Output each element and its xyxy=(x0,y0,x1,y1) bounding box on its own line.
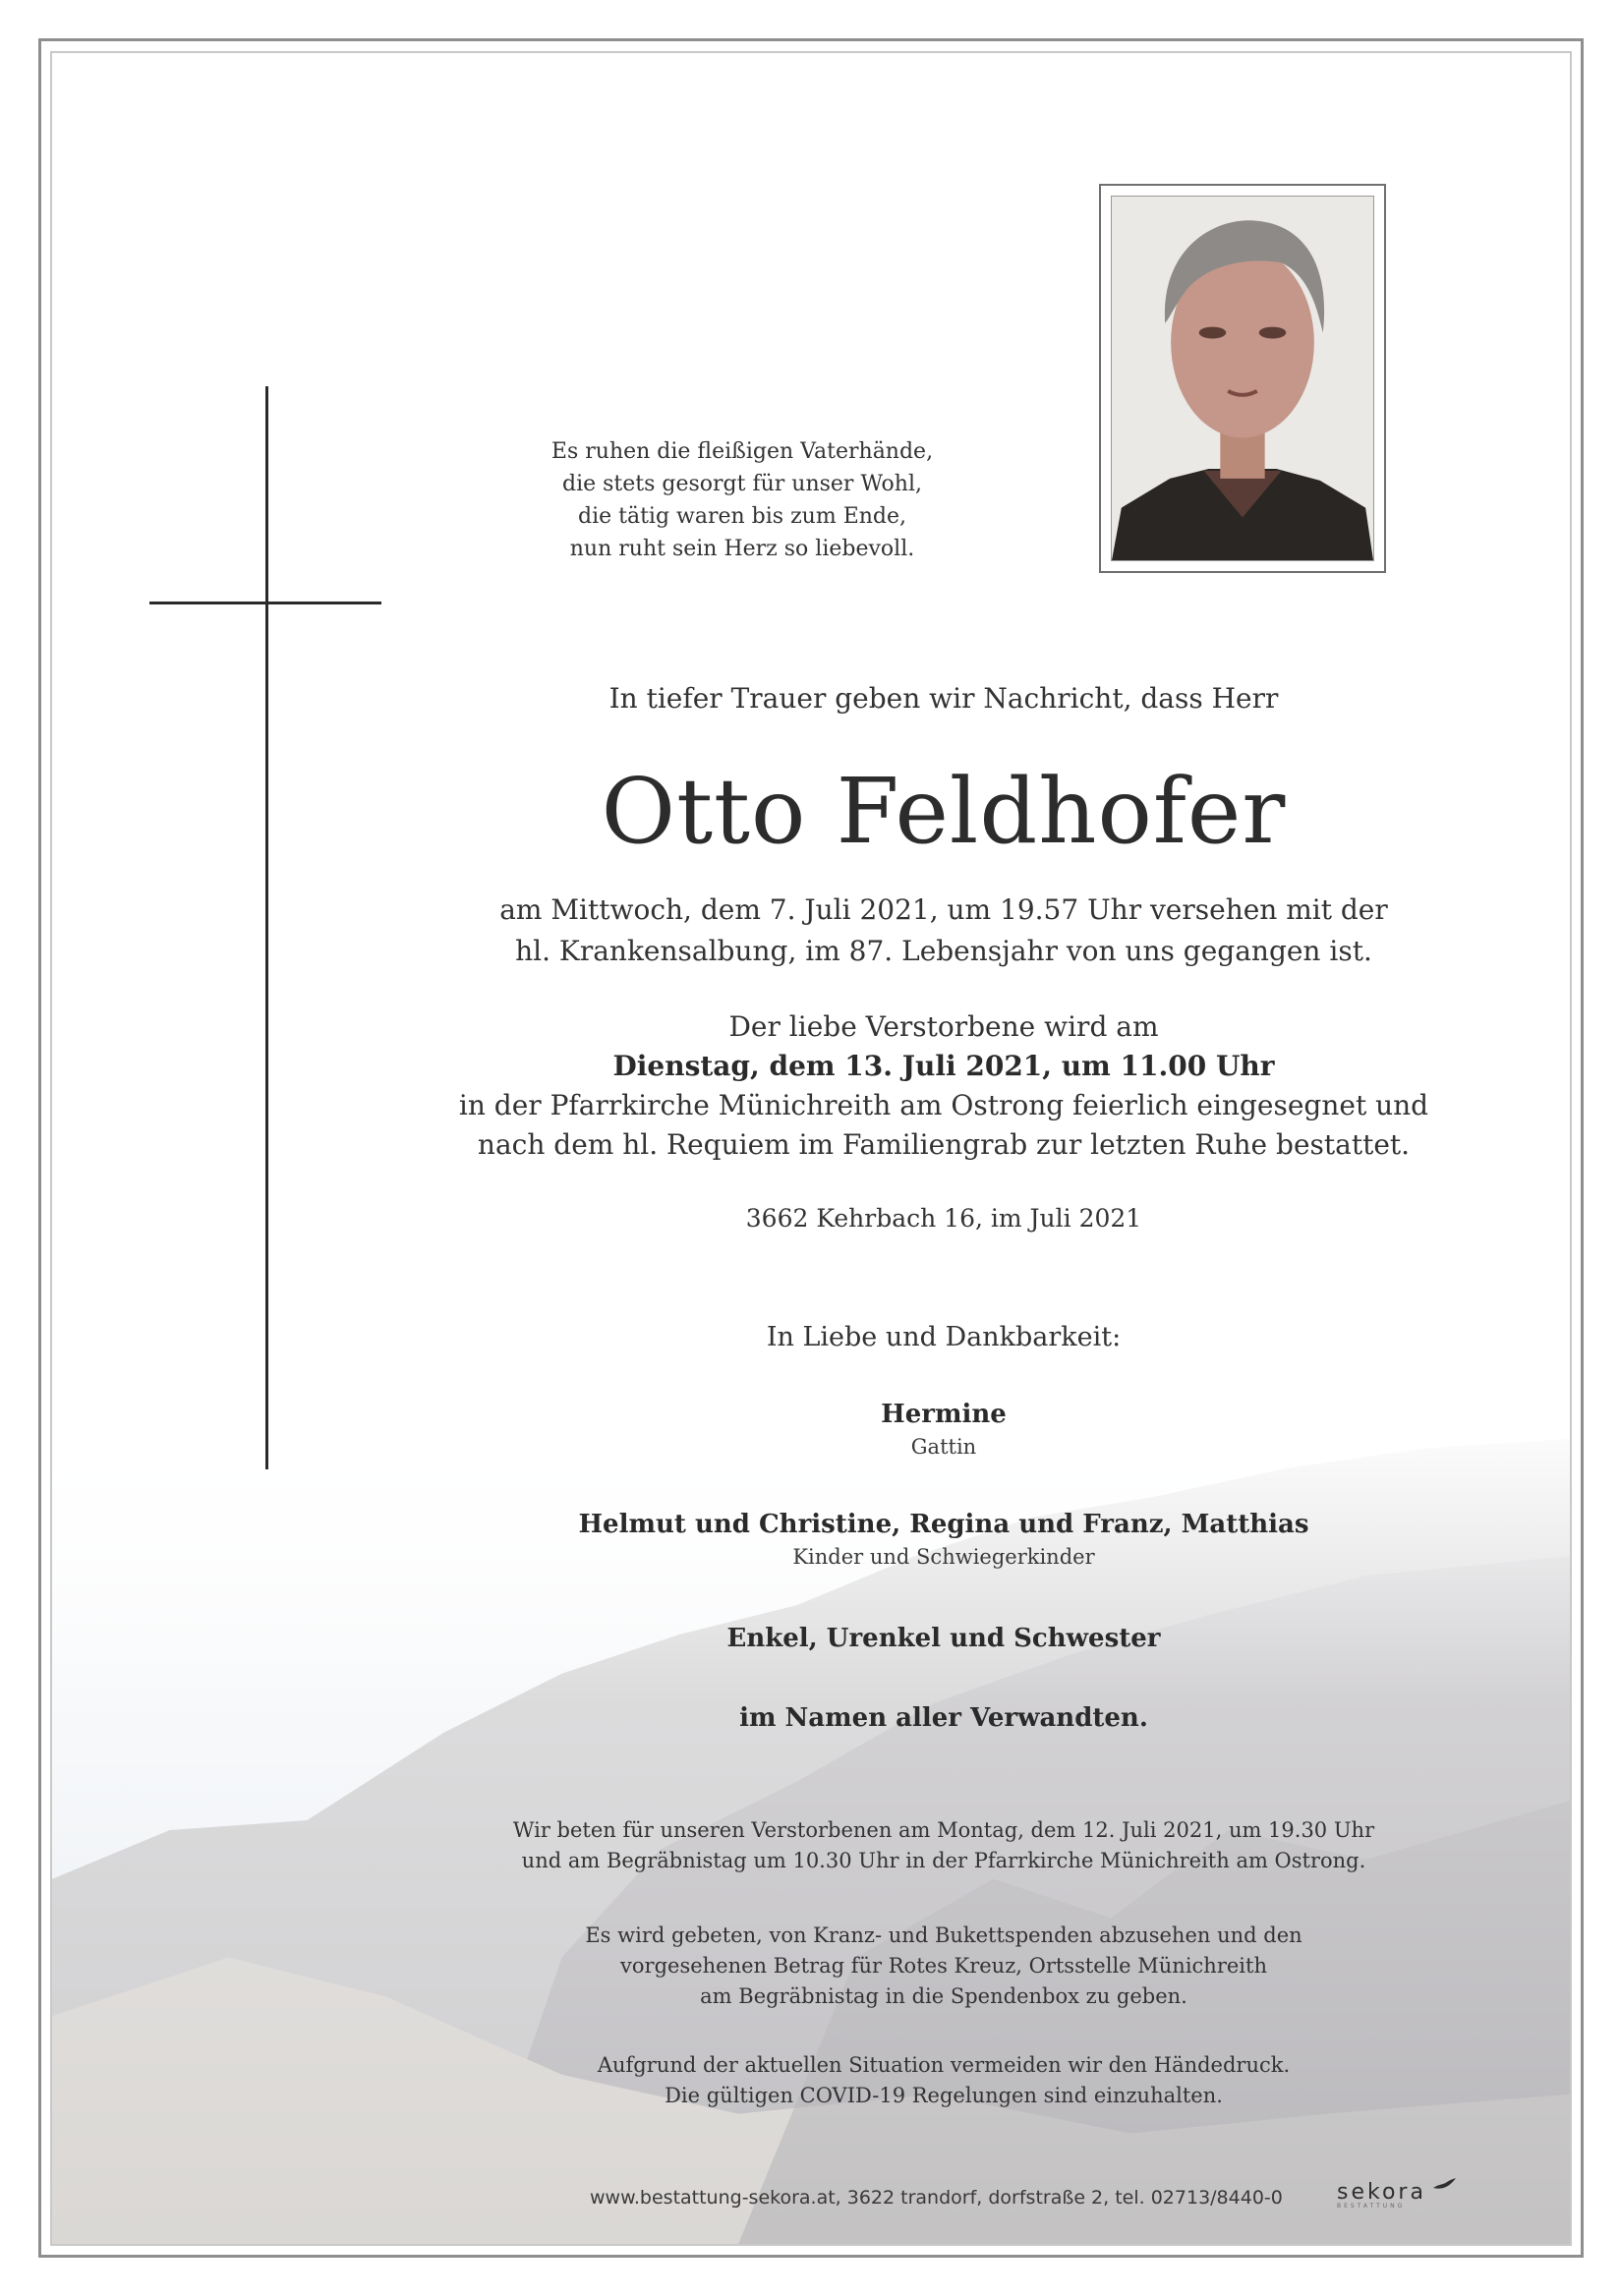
funeral-line: Der liebe Verstorbene wird am xyxy=(728,1010,1159,1043)
passing-line: am Mittwoch, dem 7. Juli 2021, um 19.57 Uhr versehen mit der xyxy=(499,893,1388,926)
note-line: Es wird gebeten, von Kranz- und Bukettspenden abzusehen und den xyxy=(585,1923,1302,1947)
mourner-relation: Gattin xyxy=(910,1435,977,1459)
deceased-name: Otto Feldhofer xyxy=(601,759,1287,864)
mourner-relation: Kinder und Schwiegerkinder xyxy=(792,1545,1095,1569)
note-line: und am Begräbnistag um 10.30 Uhr in der Pfarrkirche Münichreith am Ostrong. xyxy=(521,1849,1366,1872)
note-line: Aufgrund der aktuellen Situation vermeiden wir den Händedruck. xyxy=(597,2053,1291,2077)
note-line: Wir beten für unseren Verstorbenen am Montag, dem 12. Juli 2021, um 19.30 Uhr xyxy=(512,1818,1375,1842)
mourner-group xyxy=(452,1400,1435,1459)
funeral-line: in der Pfarrkirche Münichreith am Ostrong feierlich eingesegnet und xyxy=(458,1089,1429,1121)
mourner-group xyxy=(452,1624,1435,1653)
mourner-group xyxy=(452,1510,1435,1569)
cross-vertical-bar xyxy=(265,386,268,1469)
mourner-names: Hermine xyxy=(881,1400,1007,1429)
funeral-home-footer: www.bestattung-sekora.at, 3622 trandorf, dorfstraße 2, tel. 02713/8440-0 xyxy=(590,2187,1283,2209)
announcement-intro: In tiefer Trauer geben wir Nachricht, dass Herr xyxy=(608,682,1279,715)
poem-line: die tätig waren bis zum Ende, xyxy=(577,504,907,529)
sekora-logo xyxy=(1337,2180,1426,2210)
funeral-line: nach dem hl. Requiem im Familiengrab zur letzten Ruhe bestattet. xyxy=(477,1128,1411,1161)
poem-line: die stets gesorgt für unser Wohl, xyxy=(561,472,923,496)
passing-text xyxy=(452,890,1435,972)
donation-note xyxy=(452,1921,1435,2012)
mourner-group xyxy=(452,1703,1435,1733)
logo-subtitle: BESTATTUNG xyxy=(1337,2203,1406,2210)
place-and-date: 3662 Kehrbach 16, im Juli 2021 xyxy=(745,1204,1142,1233)
note-line: Die gültigen COVID-19 Regelungen sind einzuhalten. xyxy=(665,2084,1223,2107)
mourner-names: Helmut und Christine, Regina und Franz, Matthias xyxy=(578,1510,1309,1539)
mourner-names: Enkel, Urenkel und Schwester xyxy=(726,1624,1161,1653)
portrait-photo xyxy=(1111,196,1374,561)
note-line: am Begräbnistag in die Spendenbox zu geben. xyxy=(700,1984,1187,2008)
covid-note xyxy=(452,2050,1435,2111)
passing-line: hl. Krankensalbung, im 87. Lebensjahr von uns gegangen ist. xyxy=(515,935,1372,967)
poem-line: nun ruht sein Herz so liebevoll. xyxy=(569,537,915,561)
funeral-text xyxy=(452,1007,1435,1165)
note-line: vorgesehenen Betrag für Rotes Kreuz, Ortsstelle Münichreith xyxy=(620,1954,1267,1978)
funeral-date: Dienstag, dem 13. Juli 2021, um 11.00 Uhr xyxy=(612,1050,1275,1082)
bird-icon xyxy=(1431,2176,1457,2196)
logo-wordmark: sekora xyxy=(1337,2180,1426,2205)
thanks-heading: In Liebe und Dankbarkeit: xyxy=(766,1322,1122,1352)
memorial-poem xyxy=(546,435,939,565)
portrait-frame xyxy=(1099,184,1386,573)
mourner-names: im Namen aller Verwandten. xyxy=(739,1703,1148,1733)
cross-horizontal-bar xyxy=(149,602,381,604)
prayer-note xyxy=(452,1815,1435,1876)
poem-line: Es ruhen die fleißigen Vaterhände, xyxy=(550,439,934,464)
